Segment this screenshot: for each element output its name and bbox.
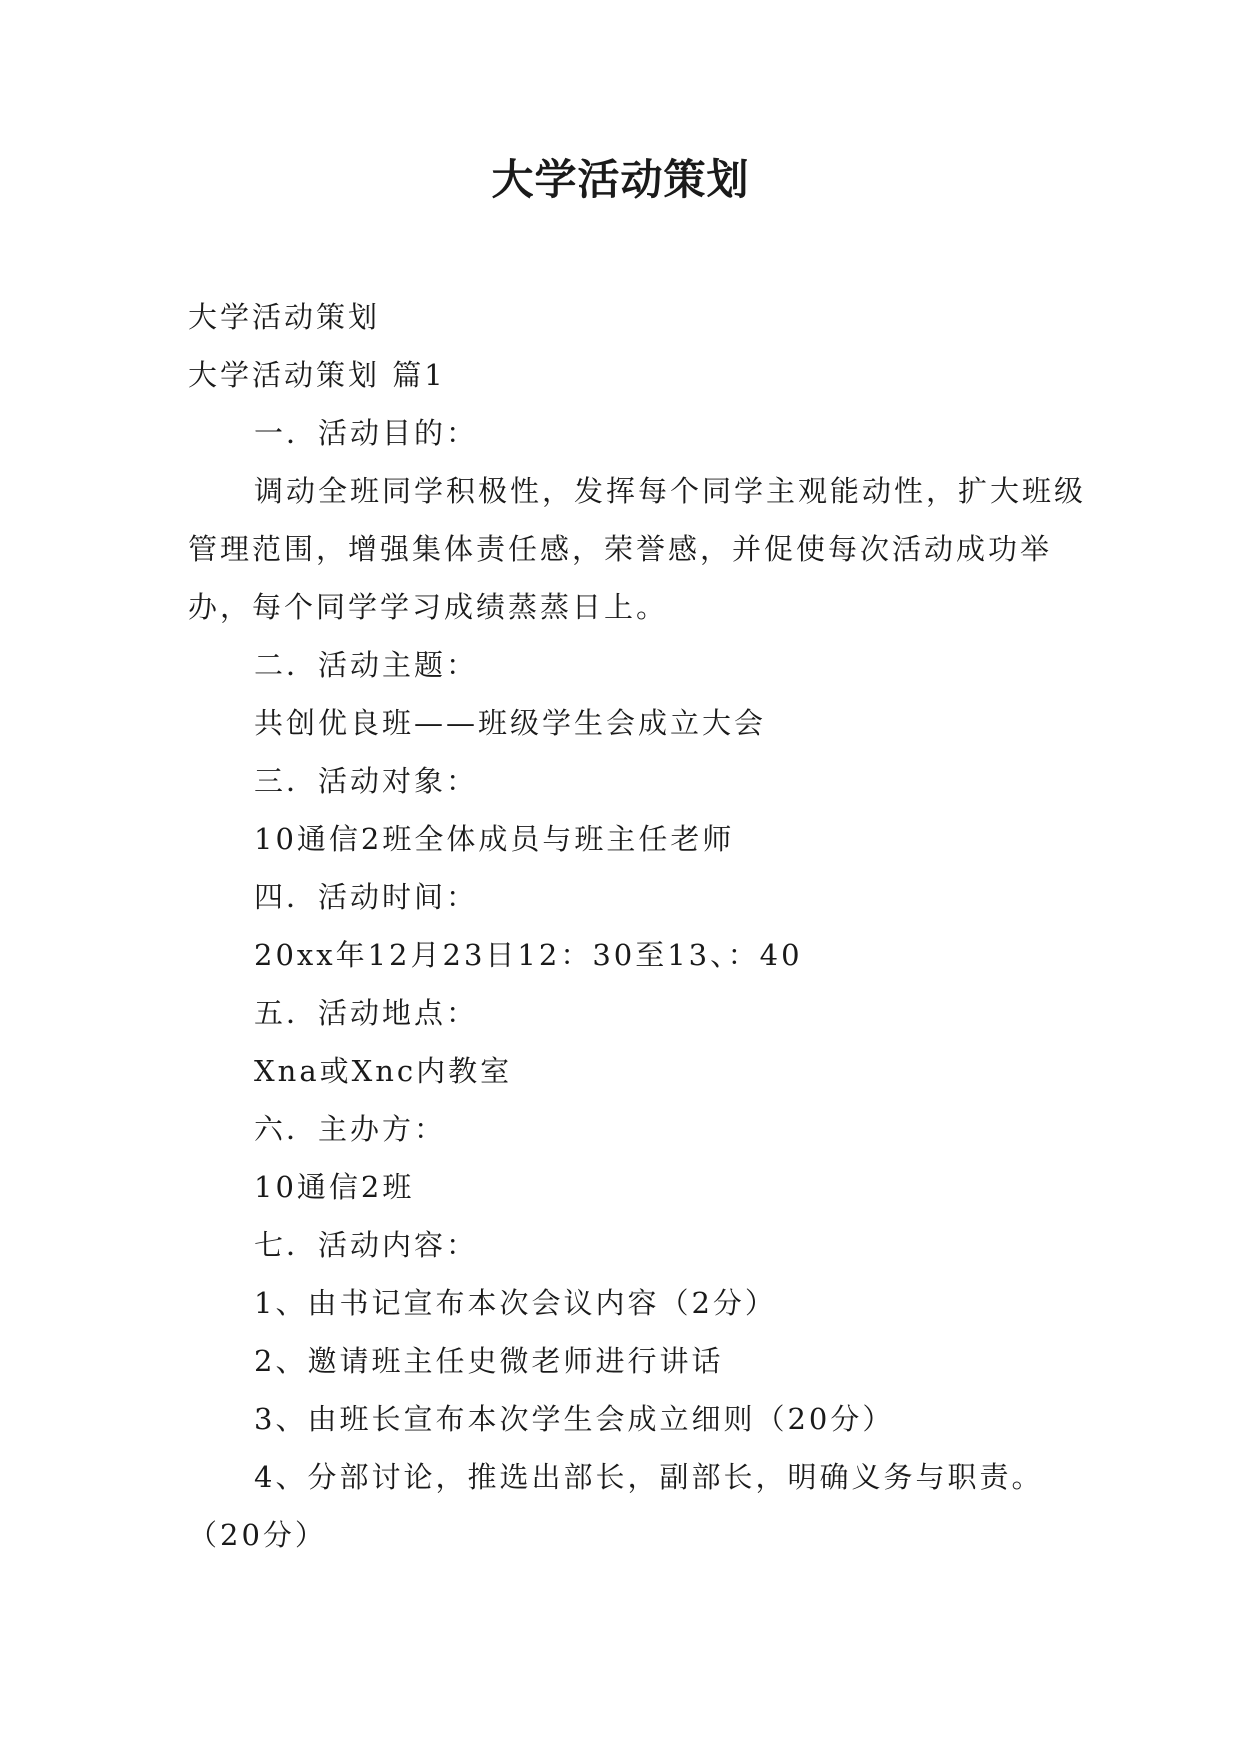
subtitle-line: 大学活动策划 [188,300,381,334]
section-heading-organizer: 六．主办方： [254,1112,447,1146]
section-body-organizer: 10通信2班 [254,1170,415,1204]
document-title: 大学活动策划 [491,155,750,204]
article-heading: 大学活动策划 篇1 [188,358,446,392]
section-heading-time: 四．活动时间： [254,880,479,914]
section-body-location: Xna或Xnc内教室 [254,1054,513,1088]
section-heading-theme: 二．活动主题： [254,648,479,682]
section-heading-purpose: 一．活动目的： [254,416,479,450]
list-item: 1、由书记宣布本次会议内容（2分） [254,1286,777,1320]
section-body-audience: 10通信2班全体成员与班主任老师 [254,822,735,856]
list-item: 2、邀请班主任史微老师进行讲话 [254,1344,724,1378]
section-heading-location: 五．活动地点： [254,996,479,1030]
list-item: 4、分部讨论，推选出部长，副部长，明确义务与职责。（20分） [188,1460,1044,1552]
section-body-theme: 共创优良班——班级学生会成立大会 [254,706,767,740]
section-body-time: 20xx年12月23日12：30至13、：40 [254,938,803,972]
document-body [188,288,1088,1564]
list-item: 3、由班长宣布本次学生会成立细则（20分） [254,1402,895,1436]
paragraph-purpose: 调动全班同学积极性，发挥每个同学主观能动性，扩大班级管理范围，增强集体责任感，荣誉感，并促使每次活动成功举办，每个同学学习成绩蒸蒸日上。 [188,474,1087,624]
section-heading-content: 七．活动内容： [254,1228,479,1262]
section-heading-audience: 三．活动对象： [254,764,479,798]
